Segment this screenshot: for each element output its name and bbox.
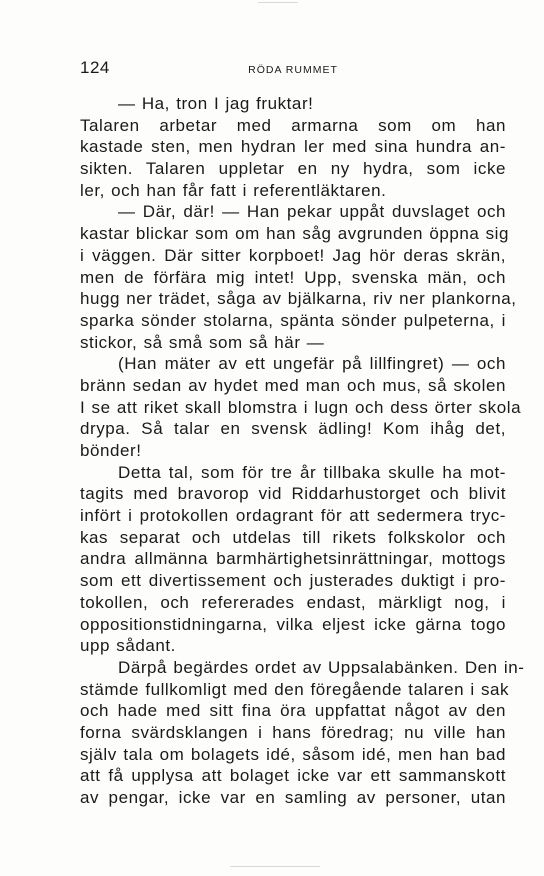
text-line: Talaren arbetar med armarna som om han (80, 115, 506, 135)
text-line: forna svärdsklangen i hans föredrag; nu ville han (80, 722, 506, 742)
text-line: (Han mäter av ett ungefär på lillfingret) — och (118, 354, 506, 374)
text-line: sikten. Talaren uppletar en ny hydra, som icke (80, 159, 506, 179)
text-line: upp sådant. (80, 636, 176, 656)
page-number: 124 (80, 58, 110, 77)
text-line: stickor, så små som så här — (80, 332, 325, 352)
text-line: men de förfära mig intet! Upp, svenska män, och (80, 267, 506, 287)
text-line: andra allmänna barmhärtighetsinrättningar, mottogs (80, 549, 506, 569)
text-line: Därpå begärdes ordet av Uppsalabänken. Den in- (118, 657, 525, 677)
text-line: av pengar, icke var en samling av personer, utan (80, 788, 506, 807)
text-line: Detta tal, som för tre år tillbaka skulle ha mot- (118, 462, 506, 482)
text-line: oppositionstidningarna, vilka eljest icke gärna togo (80, 614, 506, 634)
scan-edge-bottom (230, 866, 320, 867)
text-line: tokollen, och refererades endast, märkligt nog, i (80, 592, 506, 612)
page-header (80, 58, 506, 84)
text-line: tagits med bravorop vid Riddarhustorget och blivit (80, 484, 506, 504)
text-line: infört i protokollen ordagrant för att sedermera tryc- (80, 506, 506, 526)
text-line: bränn sedan av hydet med man och mus, så skolen (80, 375, 506, 395)
text-line: själv tala om bolagets idé, såsom idé, men han bad (80, 744, 506, 764)
text-line: i väggen. Där sitter korpboet! Jag hör deras skrän, (80, 245, 506, 265)
text-line: — Där, där! — Han pekar uppåt duvslaget och (118, 202, 506, 222)
text-line: kas separat och utdelas till rikets folkskolor och (80, 527, 506, 547)
text-line: stämde fullkomligt med den föregående talaren i sak (80, 679, 510, 699)
body-text (80, 93, 525, 809)
text-line: kastar blickar som om han såg avgrunden öppna sig (80, 224, 510, 244)
text-line: som ett divertissement och justerades duktigt i pro- (80, 571, 506, 591)
text-line: sparka sönder stolarna, spänta sönder pulpeterna, i (80, 310, 506, 330)
text-line: hugg ner trädet, såga av bjälkarna, riv ner plankorna, (80, 289, 517, 309)
scan-edge-top (258, 2, 298, 3)
text-line: I se att riket skall blomstra i lugn och dess örter skola (80, 397, 522, 417)
text-line: och hade med sitt fina öra uppfattat något av den (80, 701, 506, 721)
text-line: drypa. Så talar en svensk ädling! Kom ihåg det, (80, 419, 506, 439)
text-line: bönder! (80, 441, 142, 460)
text-line: att få upplysa att bolaget icke var ett sammanskott (80, 766, 506, 786)
running-title: RÖDA RUMMET (248, 64, 338, 76)
text-line: kastade sten, men hydran ler med sina hundra an- (80, 137, 506, 157)
text-line: ler, och han får fatt i referentläktaren. (80, 180, 387, 200)
text-line: — Ha, tron I jag fruktar! (118, 94, 314, 113)
